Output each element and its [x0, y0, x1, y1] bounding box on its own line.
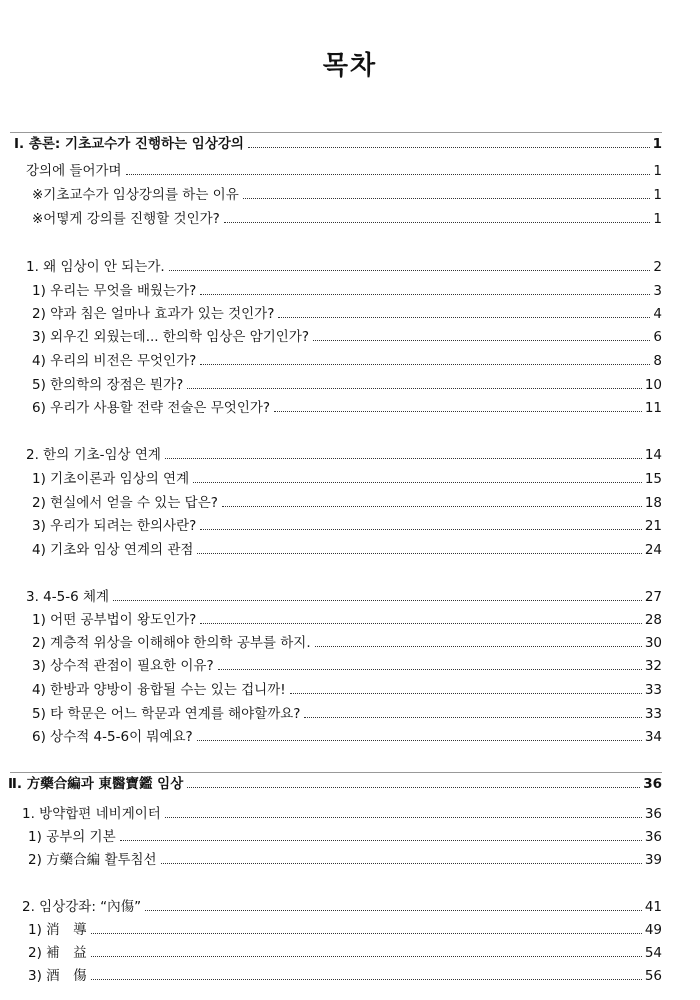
toc-entry-text: 3) 외우긴 외웠는데... 한의학 임상은 암기인가? — [32, 329, 310, 345]
toc-entry-text: 1) 기초이론과 임상의 연계 — [32, 471, 190, 487]
toc-entry — [32, 399, 662, 417]
toc-page-number: 24 — [644, 542, 662, 558]
toc-entry — [32, 376, 662, 394]
leader-dots — [197, 552, 641, 554]
leader-dots — [120, 839, 642, 841]
toc-entry — [32, 494, 662, 512]
leader-dots — [91, 978, 642, 980]
leader-dots — [187, 786, 640, 788]
toc-page-number: 39 — [644, 852, 662, 868]
toc-entry — [28, 851, 662, 869]
leader-dots — [243, 197, 651, 199]
toc-entry-chapter — [26, 588, 662, 606]
leader-dots — [193, 481, 642, 483]
leader-dots — [224, 221, 651, 223]
toc-entry — [32, 186, 662, 204]
toc-entry-text: 2. 한의 기초-임상 연계 — [26, 447, 161, 463]
toc-page-number: 36 — [644, 829, 662, 845]
leader-dots — [165, 457, 642, 459]
toc-entry-text: 2) 계층적 위상을 이해해야 한의학 공부를 하지. — [32, 635, 311, 651]
toc-entry-text: Ⅱ. 方藥合編과 東醫寶鑑 임상 — [8, 776, 184, 792]
leader-dots — [126, 173, 651, 175]
leader-dots — [304, 716, 641, 718]
toc-page-number: 8 — [653, 353, 662, 369]
toc-entry-chapter — [22, 898, 662, 916]
leader-dots — [91, 932, 642, 934]
toc-page-number: 32 — [644, 658, 662, 674]
leader-dots — [200, 622, 642, 624]
toc-page-number: 56 — [644, 968, 662, 984]
toc-entry — [32, 657, 662, 675]
toc-entry-text: 4) 우리의 비전은 무엇인가? — [32, 353, 197, 369]
toc-entry-text: 1) 공부의 기본 — [28, 829, 116, 845]
toc-page-number: 28 — [644, 612, 662, 628]
leader-dots — [165, 816, 642, 818]
toc-entry — [32, 305, 662, 323]
toc-page-number: 1 — [652, 136, 662, 152]
leader-dots — [218, 668, 642, 670]
toc-entry-text: 2) 현실에서 얻을 수 있는 답은? — [32, 495, 218, 511]
toc-page-number: 30 — [644, 635, 662, 651]
toc-entry-text: 2) 약과 침은 얼마나 효과가 있는 것인가? — [32, 306, 275, 322]
leader-dots — [248, 146, 650, 148]
toc-entry-part-1 — [14, 135, 662, 153]
toc-entry — [28, 967, 662, 985]
toc-page-number: 18 — [644, 495, 662, 511]
toc-page-number: 21 — [644, 518, 662, 534]
toc-entry-text: 5) 한의학의 장점은 뭔가? — [32, 377, 184, 393]
leader-dots — [200, 293, 650, 295]
toc-entry-text: 5) 타 학문은 어느 학문과 연계를 해야할까요? — [32, 706, 301, 722]
toc-entry — [32, 210, 662, 228]
leader-dots — [315, 645, 642, 647]
toc-entry-text: 2) 方藥合編 활투침선 — [28, 852, 157, 868]
toc-entry — [32, 328, 662, 346]
toc-page-number: 1 — [653, 187, 662, 203]
toc-entry — [32, 611, 662, 629]
toc-page-number: 4 — [653, 306, 662, 322]
toc-entry-text: 1. 방약합편 네비게이터 — [22, 806, 161, 822]
leader-dots — [200, 363, 650, 365]
toc-entry — [32, 517, 662, 535]
leader-dots — [290, 692, 642, 694]
toc-entry-text: 1) 消 導 — [28, 922, 87, 938]
toc-entry-text: 3) 우리가 되려는 한의사란? — [32, 518, 197, 534]
leader-dots — [113, 599, 642, 601]
toc-entry — [28, 921, 662, 939]
toc-entry-chapter — [26, 258, 662, 276]
leader-dots — [91, 955, 642, 957]
toc-page-number: 2 — [653, 259, 662, 275]
toc-page-number: 36 — [644, 806, 662, 822]
toc-entry-text: 6) 우리가 사용할 전략 전술은 무엇인가? — [32, 400, 271, 416]
leader-dots — [278, 316, 650, 318]
toc-page-number: 41 — [644, 899, 662, 915]
toc-entry-text: ※어떻게 강의를 진행할 것인가? — [32, 211, 220, 227]
toc-page-number: 11 — [644, 400, 662, 416]
section-divider — [10, 772, 662, 773]
toc-entry-chapter — [22, 805, 662, 823]
toc-entry-text: 3. 4-5-6 체계 — [26, 589, 110, 605]
toc-page-number: 49 — [644, 922, 662, 938]
leader-dots — [187, 387, 642, 389]
toc-entry-text: 2) 補 益 — [28, 945, 87, 961]
page-title: 목차 — [322, 51, 378, 81]
toc-entry-text: Ⅰ. 총론: 기초교수가 진행하는 임상강의 — [14, 136, 244, 152]
toc-page-number: 27 — [644, 589, 662, 605]
toc-entry-text: 1) 어떤 공부법이 왕도인가? — [32, 612, 197, 628]
toc-entry-text: 3) 상수적 관점이 필요한 이유? — [32, 658, 214, 674]
leader-dots — [145, 909, 642, 911]
toc-entry-text: ※기초교수가 임상강의를 하는 이유 — [32, 187, 239, 203]
toc-page-number: 33 — [644, 706, 662, 722]
toc-page-number: 6 — [653, 329, 662, 345]
toc-entry — [32, 282, 662, 300]
toc-entry-text: 6) 상수적 4-5-6이 뭐예요? — [32, 729, 193, 745]
toc-entry-text: 3) 酒 傷 — [28, 968, 87, 984]
leader-dots — [161, 862, 642, 864]
toc-entry — [28, 944, 662, 962]
toc-entry-text: 4) 기초와 임상 연계의 관점 — [32, 542, 194, 558]
toc-page-number: 34 — [644, 729, 662, 745]
leader-dots — [313, 339, 650, 341]
toc-page-number: 33 — [644, 682, 662, 698]
toc-page-number: 10 — [644, 377, 662, 393]
leader-dots — [169, 269, 651, 271]
toc-entry-part-2 — [8, 775, 662, 793]
toc-entry-text: 강의에 들어가며 — [26, 163, 122, 179]
toc-entry — [32, 541, 662, 559]
toc-entry — [32, 352, 662, 370]
toc-page-number: 54 — [644, 945, 662, 961]
toc-page-number: 1 — [653, 163, 662, 179]
toc-page-number: 1 — [653, 211, 662, 227]
toc-entry-text: 1) 우리는 무엇을 배웠는가? — [32, 283, 197, 299]
toc-entry — [28, 828, 662, 846]
leader-dots — [222, 505, 642, 507]
toc-entry-text: 4) 한방과 양방이 융합될 수는 있는 겁니까! — [32, 682, 286, 698]
toc-page-number: 15 — [644, 471, 662, 487]
leader-dots — [274, 410, 642, 412]
toc-entry — [32, 470, 662, 488]
toc-entry — [32, 681, 662, 699]
toc-page-number: 3 — [653, 283, 662, 299]
toc-entry — [32, 705, 662, 723]
toc-page-number: 14 — [644, 447, 662, 463]
toc-entry — [32, 634, 662, 652]
section-divider — [10, 132, 662, 133]
toc-entry-text: 2. 임상강좌: “內傷” — [22, 899, 142, 915]
leader-dots — [200, 528, 642, 530]
toc-entry — [26, 162, 662, 180]
toc-entry-text: 1. 왜 임상이 안 되는가. — [26, 259, 165, 275]
leader-dots — [197, 739, 642, 741]
toc-entry-chapter — [26, 446, 662, 464]
toc-page-number: 36 — [643, 776, 662, 792]
toc-entry — [32, 728, 662, 746]
